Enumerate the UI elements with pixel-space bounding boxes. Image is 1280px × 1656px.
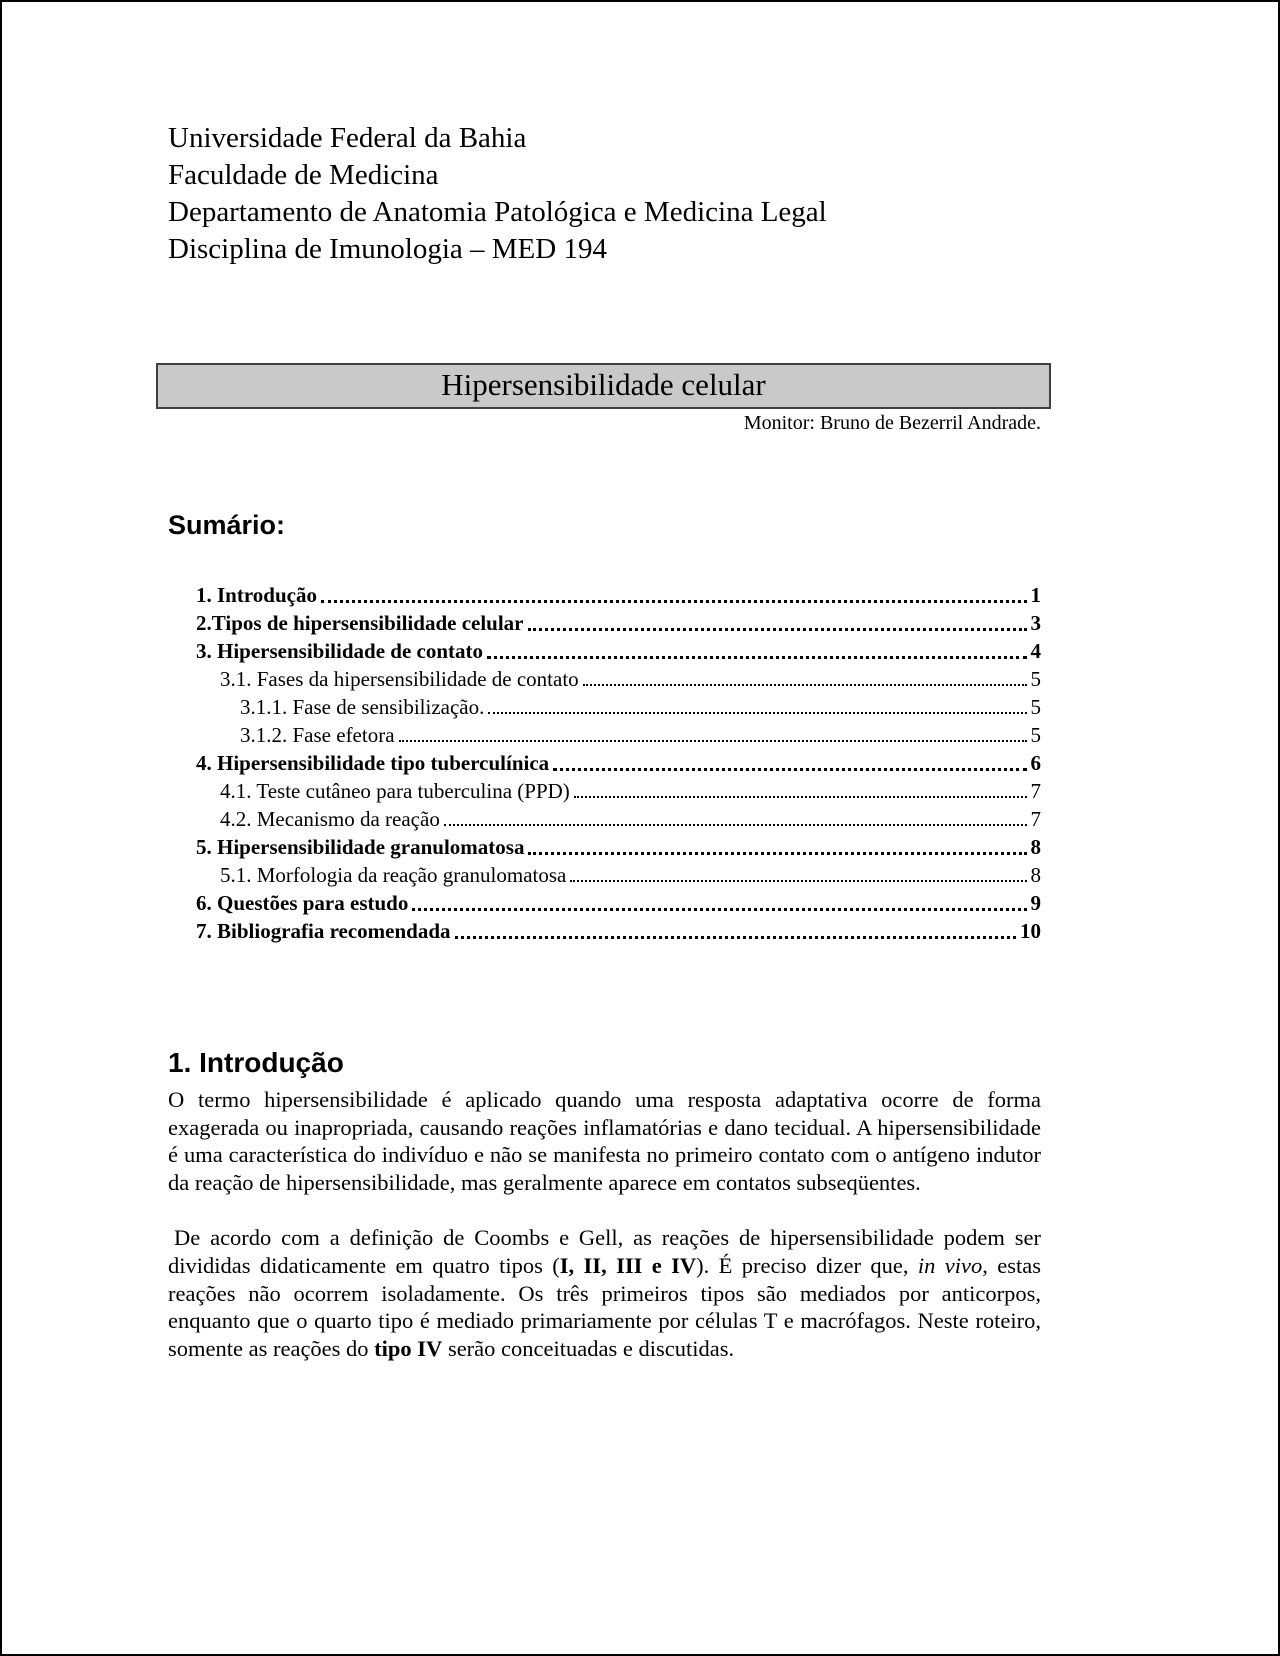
toc-entry-page: 3	[1030, 611, 1041, 635]
toc-entry[interactable]	[196, 889, 1041, 917]
toc-entry-label: 4.1. Teste cutâneo para tuberculina (PPD)	[220, 779, 570, 803]
toc-dot-leader	[528, 628, 1027, 631]
toc-entry-label: 5.1. Morfologia da reação granulomatosa	[220, 863, 567, 887]
text-segment: , estas reações não ocorrem isoladamente. Os três primeiros tipos são mediados por anticorpos, enquanto que o quarto tipo é mediado primariamente por células T e macrófagos. Neste roteiro, somente as reações do	[168, 1252, 1042, 1361]
header-line-faculty: Faculdade de Medicina	[168, 159, 439, 191]
toc-entry-label: 1. Introdução	[196, 583, 317, 607]
toc-dot-leader	[399, 740, 1027, 742]
toc-entry-page: 5	[1030, 667, 1041, 691]
text-segment: tipo IV	[374, 1335, 443, 1361]
toc-entry-page: 6	[1030, 751, 1041, 775]
toc-dot-leader	[487, 656, 1026, 659]
toc-entry-label: 7. Bibliografia recomendada	[196, 919, 451, 943]
toc-entry[interactable]	[196, 637, 1041, 665]
toc-entry[interactable]	[196, 581, 1041, 609]
toc-dot-leader	[488, 712, 1026, 714]
toc-dot-leader	[570, 880, 1026, 882]
toc-entry-page: 7	[1030, 779, 1041, 803]
text-segment: O termo hipersensibilidade é aplicado quando uma resposta adaptativa ocorre de forma exagerada ou inapropriada, causando reações inflamatórias e dano tecidual. A hipersensibilidade é uma característica do indivíduo e não se manifesta no primeiro contato com o antígeno indutor da reação de hipersensibilidade, mas geralmente aparece em contatos subseqüentes.	[168, 1087, 1041, 1195]
text-segment: I, II, III e IV	[559, 1252, 697, 1278]
toc-dot-leader	[455, 936, 1016, 939]
toc-entry-label: 3.1. Fases da hipersensibilidade de contato	[220, 667, 579, 691]
toc-entry-label: 4.2. Mecanismo da reação	[220, 807, 440, 831]
toc-entry[interactable]	[196, 805, 1041, 833]
toc-dot-leader	[574, 796, 1027, 798]
document-content	[2, 2, 1278, 1362]
toc-entry-label: 5. Hipersensibilidade granulomatosa	[196, 835, 525, 859]
intro-paragraph-2	[168, 1224, 1041, 1362]
toc-list	[168, 581, 1041, 945]
toc-dot-leader	[412, 908, 1026, 911]
toc-entry-page: 7	[1030, 807, 1041, 831]
intro-paragraph-1	[168, 1086, 1041, 1196]
document-title: Hipersensibilidade celular	[441, 367, 766, 402]
toc-entry[interactable]	[196, 665, 1041, 693]
toc-entry-label: 2.Tipos de hipersensibilidade celular	[196, 611, 524, 635]
header-line-course: Disciplina de Imunologia – MED 194	[168, 233, 607, 265]
header-line-university: Universidade Federal da Bahia	[168, 122, 527, 154]
toc-entry[interactable]	[196, 861, 1041, 889]
section-heading-introducao: 1. Introdução	[168, 1047, 344, 1078]
toc-entry[interactable]	[196, 749, 1041, 777]
toc-entry[interactable]	[196, 777, 1041, 805]
toc-entry[interactable]	[196, 609, 1041, 637]
toc-dot-leader	[321, 600, 1027, 603]
document-title-box	[156, 363, 1051, 409]
toc-dot-leader	[553, 768, 1026, 771]
toc-entry-page: 1	[1030, 583, 1041, 607]
toc-entry-page: 8	[1030, 835, 1041, 859]
toc-heading: Sumário:	[168, 510, 286, 540]
toc-entry-label: 3.1.2. Fase efetora	[240, 723, 395, 747]
text-segment: De acordo com a definição de Coombs e Gell, as reações de hipersensibilidade podem ser divididas didaticamente em quatro tipos (	[168, 1225, 1041, 1278]
toc-entry-label: 6. Questões para estudo	[196, 891, 409, 915]
toc-entry-label: 3.1.1. Fase de sensibilização.	[240, 695, 485, 719]
toc-entry-page: 10	[1020, 919, 1041, 943]
toc-dot-leader	[528, 852, 1026, 855]
text-segment: serão conceituadas e discutidas.	[442, 1335, 735, 1361]
toc-entry[interactable]	[196, 917, 1041, 945]
toc-entry-page: 8	[1030, 863, 1041, 887]
monitor-credit: Monitor: Bruno de Bezerril Andrade.	[743, 412, 1041, 434]
toc-entry-page: 9	[1030, 891, 1041, 915]
toc-entry-label: 3. Hipersensibilidade de contato	[196, 639, 484, 663]
toc-entry-page: 4	[1030, 639, 1041, 663]
toc-entry-label: 4. Hipersensibilidade tipo tuberculínica	[196, 751, 550, 775]
toc-dot-leader	[583, 684, 1027, 686]
text-segment: ). É preciso dizer que,	[696, 1252, 918, 1278]
toc-entry[interactable]	[196, 693, 1041, 721]
text-segment: in vivo	[917, 1252, 983, 1278]
toc-entry[interactable]	[196, 833, 1041, 861]
institution-header	[168, 120, 1041, 268]
header-line-department: Departamento de Anatomia Patológica e Medicina Legal	[168, 196, 827, 228]
toc-entry[interactable]	[196, 721, 1041, 749]
toc-entry-page: 5	[1030, 695, 1041, 719]
toc-dot-leader	[444, 824, 1027, 826]
toc-entry-page: 5	[1030, 723, 1041, 747]
